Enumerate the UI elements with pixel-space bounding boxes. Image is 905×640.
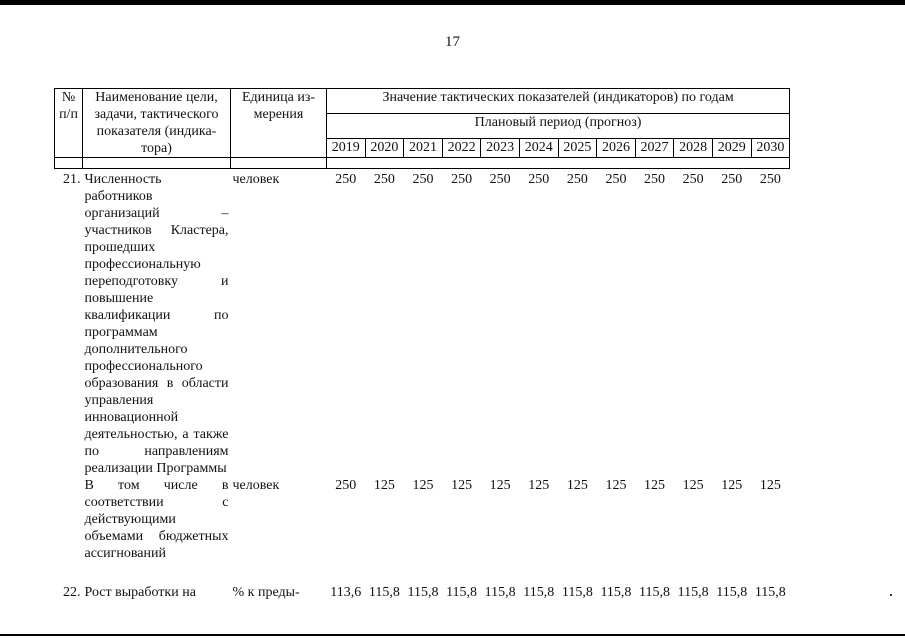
- value-2023: 125: [489, 478, 511, 493]
- value-2021: 115,8: [407, 585, 439, 600]
- value-2020: 125: [373, 478, 395, 493]
- value-2025: 115,8: [561, 585, 593, 600]
- value-2019: 250: [335, 172, 357, 187]
- value-2028: 125: [682, 478, 704, 493]
- row-number: 22.: [63, 585, 81, 600]
- value-2028: 115,8: [677, 585, 709, 600]
- indicator-name: В том числе в соответствии с действующими объемами бюджетных ассигнований: [84, 478, 229, 561]
- value-2024: 250: [528, 172, 550, 187]
- indicators-table: [54, 88, 790, 601]
- table-row: [55, 169, 790, 478]
- unit-of-measure: человек: [232, 172, 280, 187]
- value-2020: 115,8: [368, 585, 400, 600]
- value-2019: 250: [335, 478, 357, 493]
- value-2022: 115,8: [446, 585, 478, 600]
- header-period: Плановый период (прогноз): [327, 114, 790, 139]
- table-body: [55, 169, 790, 602]
- row-number: 21.: [63, 172, 81, 187]
- value-2028: 250: [682, 172, 704, 187]
- header-year-2028: 2028: [674, 139, 713, 158]
- value-2025: 125: [566, 478, 588, 493]
- value-2019: 113,6: [330, 585, 362, 600]
- value-2020: 250: [373, 172, 395, 187]
- table-row: [55, 562, 790, 601]
- header-year-2027: 2027: [635, 139, 674, 158]
- value-2023: 250: [489, 172, 511, 187]
- header-year-2023: 2023: [481, 139, 520, 158]
- value-2026: 250: [605, 172, 627, 187]
- header-year-2025: 2025: [558, 139, 597, 158]
- indicator-name: Численность работников организаций – участников Кластера, прошедших профессиональную переподготовку и повышение квалификации по программам дополнительного профессионального образования в области управления инновационной деятельностью, а также по направлениям реализации Программы: [84, 172, 229, 476]
- header-year-2026: 2026: [597, 139, 636, 158]
- value-2024: 115,8: [523, 585, 555, 600]
- scan-speck: [890, 594, 892, 596]
- value-2023: 115,8: [484, 585, 516, 600]
- indicator-name: Рост выработки на: [84, 585, 196, 600]
- row-number: [55, 477, 83, 562]
- value-2027: 115,8: [639, 585, 671, 600]
- header-year-2024: 2024: [519, 139, 558, 158]
- page-bottom-border: [0, 634, 905, 636]
- table-row: [55, 477, 790, 562]
- value-2021: 125: [412, 478, 434, 493]
- value-2026: 115,8: [600, 585, 632, 600]
- header-spacer-row: [55, 158, 790, 169]
- page-number: 17: [445, 34, 460, 50]
- header-year-2020: 2020: [365, 139, 404, 158]
- header-year-2019: 2019: [327, 139, 366, 158]
- value-2024: 125: [528, 478, 550, 493]
- table-header: [55, 89, 790, 169]
- unit-of-measure: % к преды-: [232, 585, 300, 600]
- value-2022: 125: [451, 478, 473, 493]
- header-year-2021: 2021: [404, 139, 443, 158]
- value-2027: 250: [644, 172, 666, 187]
- value-2022: 250: [451, 172, 473, 187]
- value-2027: 125: [644, 478, 666, 493]
- header-num: № п/п: [55, 89, 83, 158]
- unit-of-measure: человек: [232, 478, 280, 493]
- value-2030: 250: [759, 172, 781, 187]
- value-2030: 115,8: [754, 585, 786, 600]
- header-name: Наименование цели, задачи, тактического показателя (индика-тора): [83, 89, 231, 158]
- value-2030: 125: [759, 478, 781, 493]
- header-year-2030: 2030: [751, 139, 790, 158]
- value-2029: 250: [721, 172, 743, 187]
- value-2026: 125: [605, 478, 627, 493]
- header-unit: Единица из-мерения: [231, 89, 327, 158]
- page-top-border: [0, 0, 905, 5]
- value-2021: 250: [412, 172, 434, 187]
- value-2029: 115,8: [716, 585, 748, 600]
- value-2025: 250: [566, 172, 588, 187]
- header-values-group: Значение тактических показателей (индикаторов) по годам: [327, 89, 790, 114]
- header-year-2022: 2022: [442, 139, 481, 158]
- value-2029: 125: [721, 478, 743, 493]
- header-year-2029: 2029: [712, 139, 751, 158]
